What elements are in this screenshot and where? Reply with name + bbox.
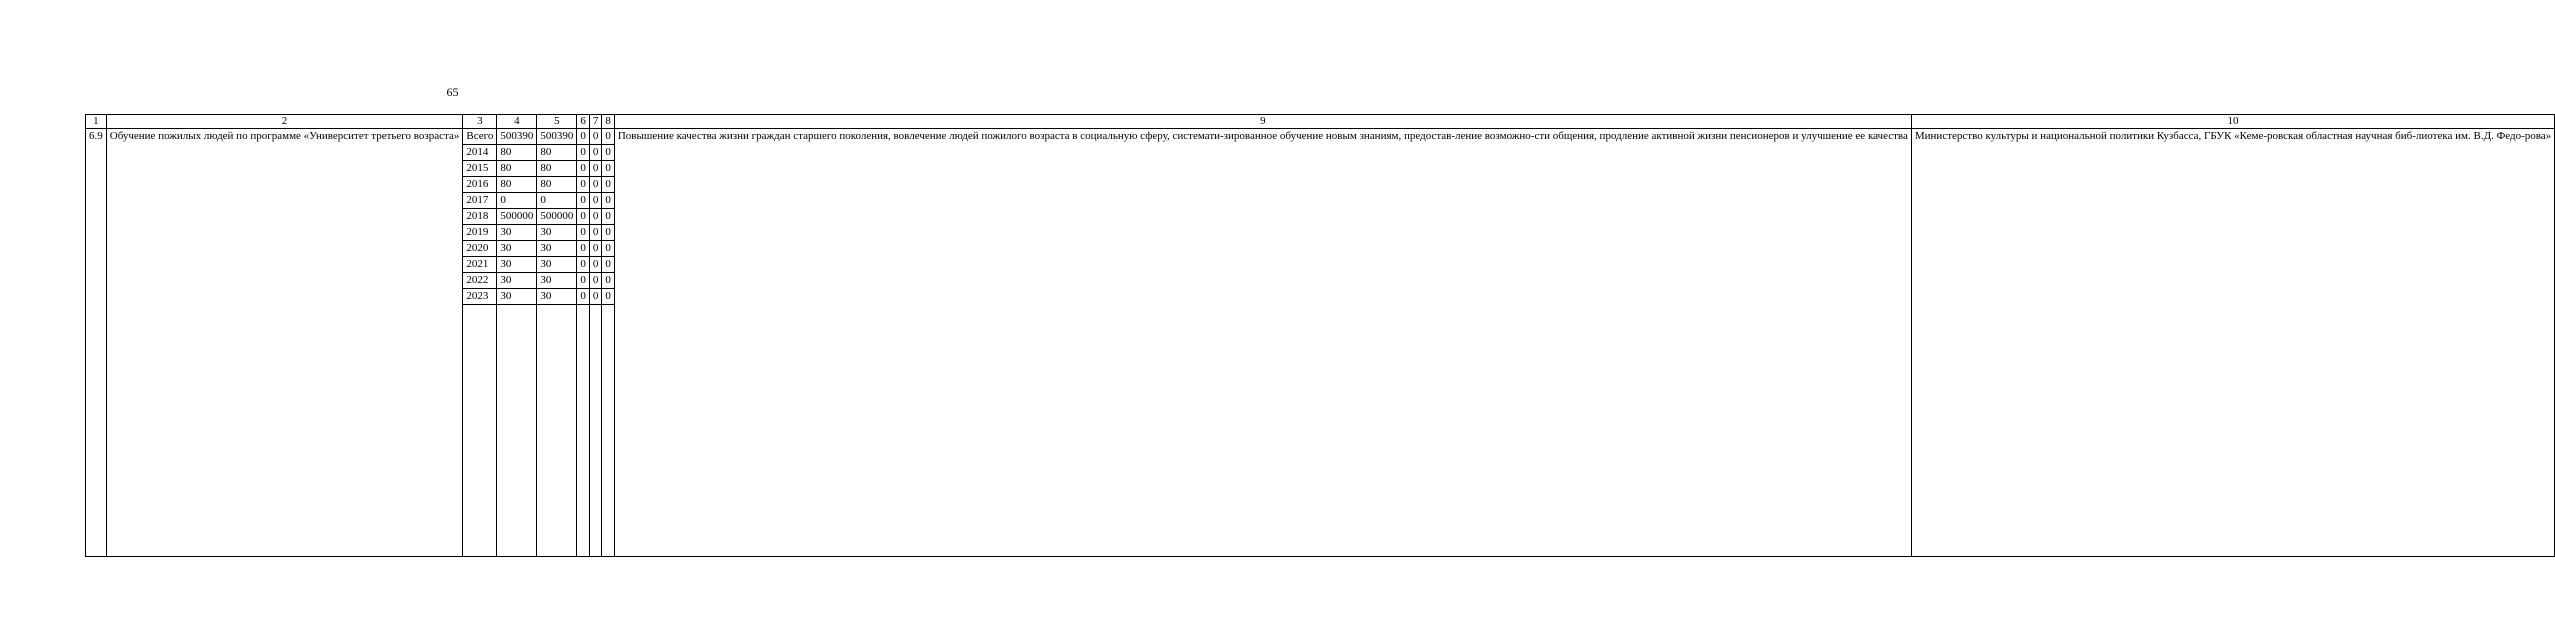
value-cell: 0 [589,129,602,145]
executor: Министерство культуры и национальной политики Кузбасса, ГБУК «Кеме-ровская областная научная биб-лиотека им. В.Д. Федо-рова» [1911,129,2554,557]
value-cell: 0 [577,129,590,145]
year-label: 2019 [463,225,497,241]
activity-name: Обучение пожилых людей по программе «Университет третьего возраста» [106,129,463,557]
value-cell: 500000 [497,209,537,225]
value-cell: 0 [602,257,615,273]
year-label: 2023 [463,289,497,305]
value-cell: 0 [589,289,602,305]
value-cell: 0 [602,209,615,225]
item-number: 6.9 [86,129,107,557]
empty-cell [497,305,537,557]
value-cell: 80 [537,145,577,161]
value-cell: 0 [589,193,602,209]
year-label: 2020 [463,241,497,257]
header-cell: 3 [463,115,497,129]
value-cell: 30 [497,225,537,241]
value-cell: 30 [497,289,537,305]
value-cell: 500000 [537,209,577,225]
value-cell: 0 [602,289,615,305]
header-cell: 9 [614,115,1911,129]
value-cell: 30 [497,241,537,257]
empty-cell [463,305,497,557]
value-cell: 0 [577,273,590,289]
value-cell: 30 [497,273,537,289]
value-cell: 0 [602,177,615,193]
year-label: 2022 [463,273,497,289]
value-cell: 80 [537,177,577,193]
value-cell: 0 [602,193,615,209]
year-label: Всего [463,129,497,145]
column-number-header-row [86,115,2555,129]
value-cell: 0 [577,225,590,241]
header-cell: 6 [577,115,590,129]
value-cell: 30 [537,225,577,241]
header-cell: 2 [106,115,463,129]
empty-cell [537,305,577,557]
value-cell: 0 [537,193,577,209]
value-cell: 0 [577,257,590,273]
value-cell: 500390 [497,129,537,145]
value-cell: 80 [497,177,537,193]
value-cell: 0 [589,161,602,177]
empty-cell [577,305,590,557]
value-cell: 0 [589,209,602,225]
year-label: 2014 [463,145,497,161]
value-cell: 0 [589,273,602,289]
value-cell: 0 [577,161,590,177]
year-label: 2017 [463,193,497,209]
empty-cell [589,305,602,557]
value-cell: 0 [497,193,537,209]
value-cell: 0 [602,145,615,161]
value-cell: 0 [589,225,602,241]
value-cell: 0 [602,161,615,177]
header-cell: 4 [497,115,537,129]
value-cell: 0 [602,241,615,257]
value-cell: 0 [577,209,590,225]
value-cell: 30 [497,257,537,273]
value-cell: 0 [577,177,590,193]
value-cell: 30 [537,273,577,289]
header-cell: 8 [602,115,615,129]
value-cell: 0 [589,177,602,193]
expected-result: Повышение качества жизни граждан старшего поколения, вовлечение людей пожилого возраста в социальную сферу, системати-зированное обучение новым знаниям, предостав-ление возможно-сти общения, продление активной жизни пенсионеров и улучшение ее качества [614,129,1911,557]
value-cell: 80 [497,161,537,177]
year-label: 2018 [463,209,497,225]
header-cell: 7 [589,115,602,129]
value-cell: 0 [577,289,590,305]
year-label: 2021 [463,257,497,273]
value-cell: 80 [497,145,537,161]
year-label: 2016 [463,177,497,193]
year-label: 2015 [463,161,497,177]
value-cell: 0 [577,241,590,257]
table-row [86,129,2555,145]
value-cell: 0 [589,257,602,273]
program-table [85,114,2555,557]
value-cell: 0 [602,129,615,145]
value-cell: 0 [602,273,615,289]
value-cell: 0 [589,241,602,257]
value-cell: 500390 [537,129,577,145]
page-number: 65 [446,85,459,99]
value-cell: 0 [577,193,590,209]
header-cell: 5 [537,115,577,129]
header-cell: 1 [86,115,107,129]
value-cell: 30 [537,257,577,273]
value-cell: 30 [537,289,577,305]
value-cell: 0 [577,145,590,161]
header-cell: 10 [1911,115,2554,129]
value-cell: 80 [537,161,577,177]
value-cell: 0 [602,225,615,241]
empty-cell [602,305,615,557]
value-cell: 30 [537,241,577,257]
value-cell: 0 [589,145,602,161]
